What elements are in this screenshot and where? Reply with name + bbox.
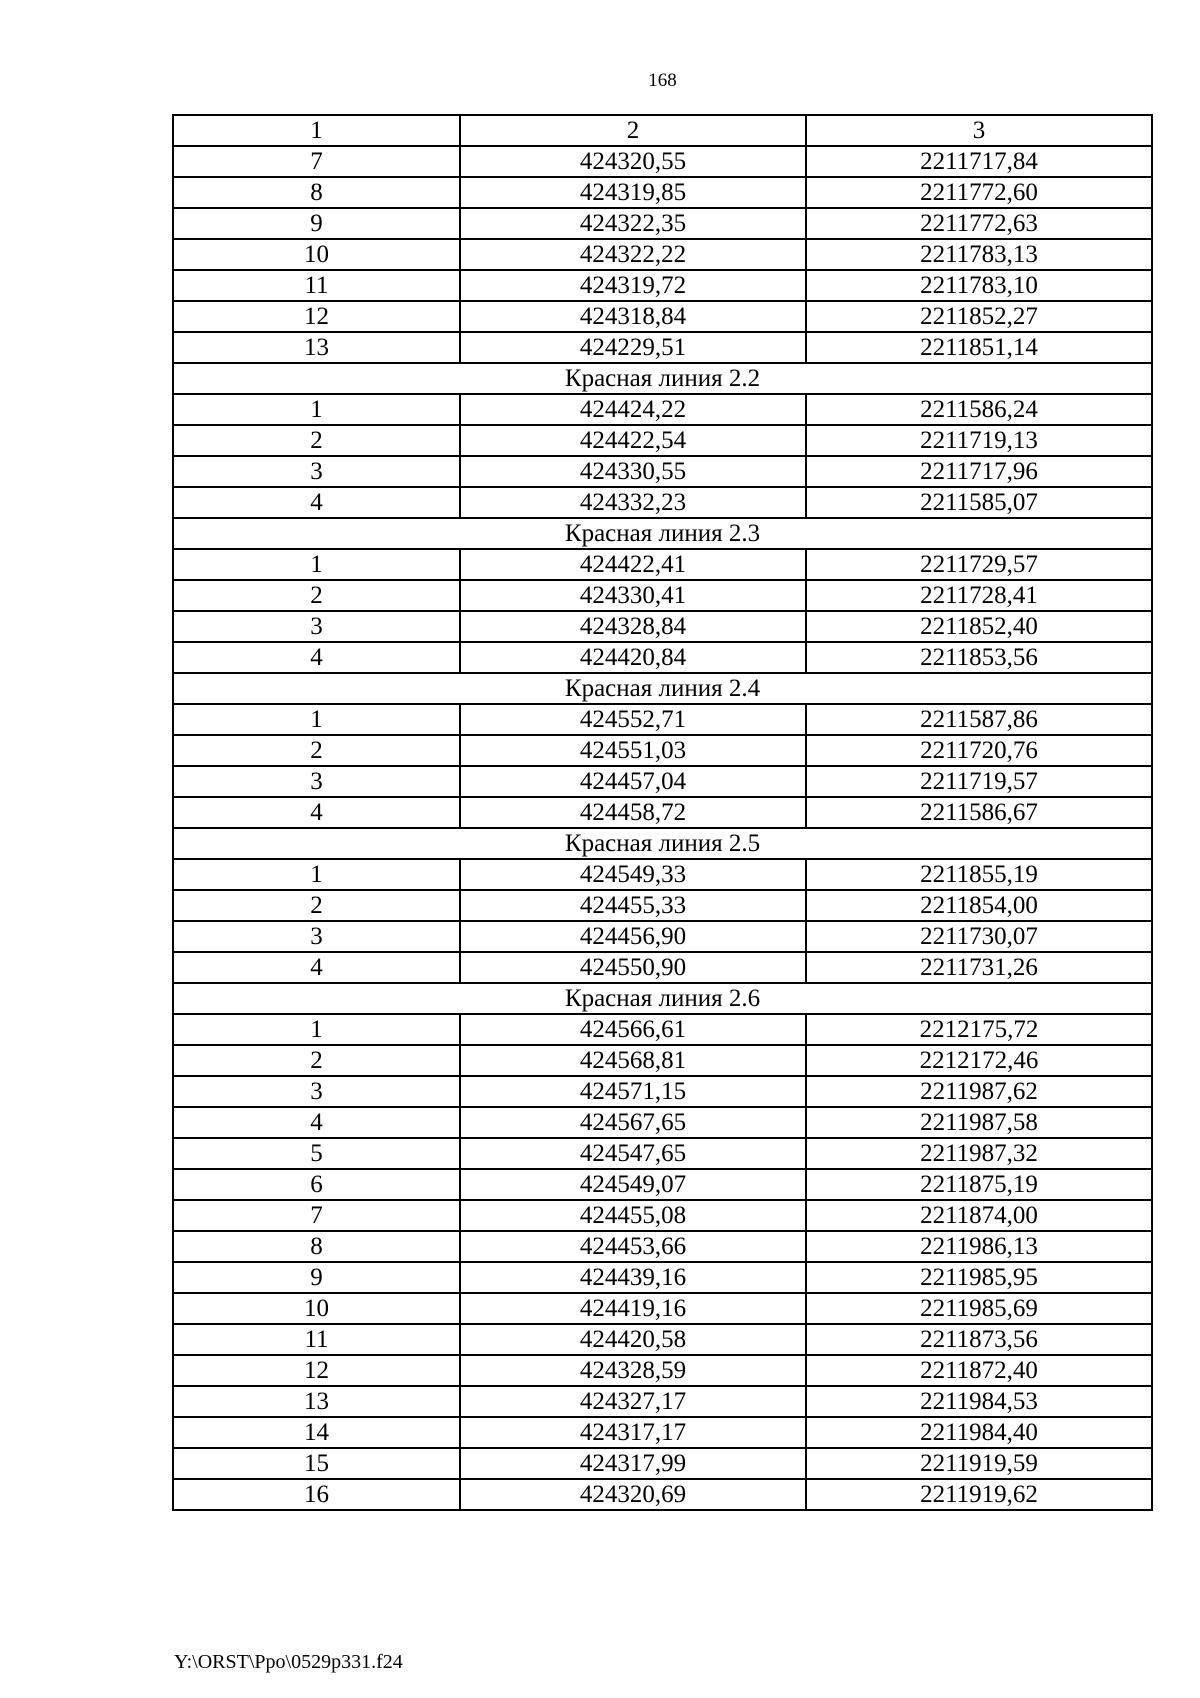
point-number-cell: 12 bbox=[173, 301, 460, 332]
table-row bbox=[173, 1448, 1152, 1479]
x-coordinate-cell: 424568,81 bbox=[460, 1045, 806, 1076]
table-row bbox=[173, 456, 1152, 487]
y-coordinate-cell: 2211719,13 bbox=[806, 425, 1152, 456]
table-row bbox=[173, 270, 1152, 301]
point-number-cell: 9 bbox=[173, 1262, 460, 1293]
x-coordinate-cell: 424547,65 bbox=[460, 1138, 806, 1169]
table-row bbox=[173, 1479, 1152, 1510]
table-row bbox=[173, 1386, 1152, 1417]
point-number-cell: 3 bbox=[173, 1076, 460, 1107]
table-row bbox=[173, 797, 1152, 828]
table-row bbox=[173, 1231, 1152, 1262]
y-coordinate-cell: 2211731,26 bbox=[806, 952, 1152, 983]
y-coordinate-cell: 2211875,19 bbox=[806, 1169, 1152, 1200]
x-coordinate-cell: 424318,84 bbox=[460, 301, 806, 332]
x-coordinate-cell: 424317,17 bbox=[460, 1417, 806, 1448]
y-coordinate-cell: 2211919,62 bbox=[806, 1479, 1152, 1510]
x-coordinate-cell: 424229,51 bbox=[460, 332, 806, 363]
page-number: 168 bbox=[648, 70, 677, 91]
table-header-row bbox=[173, 115, 1152, 146]
x-coordinate-cell: 424322,22 bbox=[460, 239, 806, 270]
y-coordinate-cell: 2211873,56 bbox=[806, 1324, 1152, 1355]
table-row bbox=[173, 146, 1152, 177]
section-title: Красная линия 2.5 bbox=[173, 828, 1152, 859]
table-row bbox=[173, 642, 1152, 673]
point-number-cell: 3 bbox=[173, 766, 460, 797]
section-title-row bbox=[173, 673, 1152, 704]
y-coordinate-cell: 2211987,58 bbox=[806, 1107, 1152, 1138]
point-number-cell: 1 bbox=[173, 704, 460, 735]
point-number-cell: 4 bbox=[173, 952, 460, 983]
table-row bbox=[173, 549, 1152, 580]
point-number-cell: 7 bbox=[173, 1200, 460, 1231]
x-coordinate-cell: 424549,07 bbox=[460, 1169, 806, 1200]
point-number-cell: 3 bbox=[173, 611, 460, 642]
x-coordinate-cell: 424458,72 bbox=[460, 797, 806, 828]
y-coordinate-cell: 2212175,72 bbox=[806, 1014, 1152, 1045]
y-coordinate-cell: 2211717,84 bbox=[806, 146, 1152, 177]
table-row bbox=[173, 239, 1152, 270]
x-coordinate-cell: 424455,33 bbox=[460, 890, 806, 921]
table-row bbox=[173, 952, 1152, 983]
table-row bbox=[173, 1355, 1152, 1386]
point-number-cell: 2 bbox=[173, 580, 460, 611]
x-coordinate-cell: 424319,72 bbox=[460, 270, 806, 301]
column-header-number: 1 bbox=[173, 115, 460, 146]
x-coordinate-cell: 424439,16 bbox=[460, 1262, 806, 1293]
x-coordinate-cell: 424422,41 bbox=[460, 549, 806, 580]
table-row bbox=[173, 1262, 1152, 1293]
x-coordinate-cell: 424571,15 bbox=[460, 1076, 806, 1107]
x-coordinate-cell: 424420,58 bbox=[460, 1324, 806, 1355]
y-coordinate-cell: 2211851,14 bbox=[806, 332, 1152, 363]
point-number-cell: 13 bbox=[173, 332, 460, 363]
table-row bbox=[173, 208, 1152, 239]
table-row bbox=[173, 580, 1152, 611]
y-coordinate-cell: 2211987,62 bbox=[806, 1076, 1152, 1107]
section-title: Красная линия 2.6 bbox=[173, 983, 1152, 1014]
y-coordinate-cell: 2211729,57 bbox=[806, 549, 1152, 580]
point-number-cell: 8 bbox=[173, 177, 460, 208]
y-coordinate-cell: 2211985,69 bbox=[806, 1293, 1152, 1324]
point-number-cell: 4 bbox=[173, 1107, 460, 1138]
table-row bbox=[173, 301, 1152, 332]
point-number-cell: 4 bbox=[173, 797, 460, 828]
section-title-row bbox=[173, 983, 1152, 1014]
x-coordinate-cell: 424457,04 bbox=[460, 766, 806, 797]
x-coordinate-cell: 424317,99 bbox=[460, 1448, 806, 1479]
point-number-cell: 8 bbox=[173, 1231, 460, 1262]
y-coordinate-cell: 2211717,96 bbox=[806, 456, 1152, 487]
x-coordinate-cell: 424328,84 bbox=[460, 611, 806, 642]
y-coordinate-cell: 2211585,07 bbox=[806, 487, 1152, 518]
x-coordinate-cell: 424419,16 bbox=[460, 1293, 806, 1324]
x-coordinate-cell: 424328,59 bbox=[460, 1355, 806, 1386]
x-coordinate-cell: 424550,90 bbox=[460, 952, 806, 983]
point-number-cell: 1 bbox=[173, 1014, 460, 1045]
table-row bbox=[173, 1076, 1152, 1107]
y-coordinate-cell: 2211854,00 bbox=[806, 890, 1152, 921]
table-row bbox=[173, 1045, 1152, 1076]
point-number-cell: 1 bbox=[173, 394, 460, 425]
section-title-row bbox=[173, 828, 1152, 859]
x-coordinate-cell: 424332,23 bbox=[460, 487, 806, 518]
x-coordinate-cell: 424549,33 bbox=[460, 859, 806, 890]
coordinates-table bbox=[172, 114, 1153, 1511]
y-coordinate-cell: 2211852,27 bbox=[806, 301, 1152, 332]
table-row bbox=[173, 1138, 1152, 1169]
y-coordinate-cell: 2211772,63 bbox=[806, 208, 1152, 239]
point-number-cell: 11 bbox=[173, 270, 460, 301]
table-row bbox=[173, 1014, 1152, 1045]
x-coordinate-cell: 424319,85 bbox=[460, 177, 806, 208]
table-row bbox=[173, 704, 1152, 735]
y-coordinate-cell: 2211985,95 bbox=[806, 1262, 1152, 1293]
section-title: Красная линия 2.2 bbox=[173, 363, 1152, 394]
point-number-cell: 3 bbox=[173, 456, 460, 487]
point-number-cell: 10 bbox=[173, 239, 460, 270]
table-row bbox=[173, 1293, 1152, 1324]
table-row bbox=[173, 425, 1152, 456]
x-coordinate-cell: 424327,17 bbox=[460, 1386, 806, 1417]
x-coordinate-cell: 424330,41 bbox=[460, 580, 806, 611]
x-coordinate-cell: 424320,55 bbox=[460, 146, 806, 177]
y-coordinate-cell: 2211586,67 bbox=[806, 797, 1152, 828]
y-coordinate-cell: 2211852,40 bbox=[806, 611, 1152, 642]
y-coordinate-cell: 2211730,07 bbox=[806, 921, 1152, 952]
y-coordinate-cell: 2211719,57 bbox=[806, 766, 1152, 797]
x-coordinate-cell: 424422,54 bbox=[460, 425, 806, 456]
y-coordinate-cell: 2211855,19 bbox=[806, 859, 1152, 890]
table-row bbox=[173, 177, 1152, 208]
table-row bbox=[173, 611, 1152, 642]
section-title-row bbox=[173, 518, 1152, 549]
point-number-cell: 16 bbox=[173, 1479, 460, 1510]
coordinates-table-body bbox=[173, 115, 1152, 1510]
point-number-cell: 2 bbox=[173, 890, 460, 921]
y-coordinate-cell: 2211872,40 bbox=[806, 1355, 1152, 1386]
table-row bbox=[173, 921, 1152, 952]
point-number-cell: 10 bbox=[173, 1293, 460, 1324]
y-coordinate-cell: 2211984,53 bbox=[806, 1386, 1152, 1417]
table-row bbox=[173, 1107, 1152, 1138]
y-coordinate-cell: 2211587,86 bbox=[806, 704, 1152, 735]
point-number-cell: 13 bbox=[173, 1386, 460, 1417]
point-number-cell: 14 bbox=[173, 1417, 460, 1448]
y-coordinate-cell: 2211783,10 bbox=[806, 270, 1152, 301]
x-coordinate-cell: 424567,65 bbox=[460, 1107, 806, 1138]
x-coordinate-cell: 424322,35 bbox=[460, 208, 806, 239]
table-row bbox=[173, 766, 1152, 797]
x-coordinate-cell: 424424,22 bbox=[460, 394, 806, 425]
table-row bbox=[173, 1169, 1152, 1200]
point-number-cell: 6 bbox=[173, 1169, 460, 1200]
point-number-cell: 2 bbox=[173, 1045, 460, 1076]
point-number-cell: 5 bbox=[173, 1138, 460, 1169]
table-row bbox=[173, 1200, 1152, 1231]
point-number-cell: 3 bbox=[173, 921, 460, 952]
x-coordinate-cell: 424566,61 bbox=[460, 1014, 806, 1045]
table-row bbox=[173, 859, 1152, 890]
section-title: Красная линия 2.4 bbox=[173, 673, 1152, 704]
point-number-cell: 11 bbox=[173, 1324, 460, 1355]
column-header-x: 2 bbox=[460, 115, 806, 146]
point-number-cell: 7 bbox=[173, 146, 460, 177]
point-number-cell: 1 bbox=[173, 549, 460, 580]
point-number-cell: 1 bbox=[173, 859, 460, 890]
y-coordinate-cell: 2211853,56 bbox=[806, 642, 1152, 673]
y-coordinate-cell: 2211984,40 bbox=[806, 1417, 1152, 1448]
point-number-cell: 9 bbox=[173, 208, 460, 239]
table-row bbox=[173, 1324, 1152, 1355]
section-title-row bbox=[173, 363, 1152, 394]
table-row bbox=[173, 890, 1152, 921]
y-coordinate-cell: 2211728,41 bbox=[806, 580, 1152, 611]
x-coordinate-cell: 424420,84 bbox=[460, 642, 806, 673]
footer-file-path: Y:\ORST\Ppo\0529p331.f24 bbox=[174, 1651, 403, 1673]
y-coordinate-cell: 2212172,46 bbox=[806, 1045, 1152, 1076]
point-number-cell: 12 bbox=[173, 1355, 460, 1386]
point-number-cell: 4 bbox=[173, 642, 460, 673]
y-coordinate-cell: 2211919,59 bbox=[806, 1448, 1152, 1479]
x-coordinate-cell: 424552,71 bbox=[460, 704, 806, 735]
x-coordinate-cell: 424456,90 bbox=[460, 921, 806, 952]
point-number-cell: 4 bbox=[173, 487, 460, 518]
y-coordinate-cell: 2211586,24 bbox=[806, 394, 1152, 425]
x-coordinate-cell: 424453,66 bbox=[460, 1231, 806, 1262]
table-row bbox=[173, 487, 1152, 518]
table-row bbox=[173, 1417, 1152, 1448]
y-coordinate-cell: 2211987,32 bbox=[806, 1138, 1152, 1169]
point-number-cell: 2 bbox=[173, 735, 460, 766]
point-number-cell: 15 bbox=[173, 1448, 460, 1479]
table-row bbox=[173, 394, 1152, 425]
table-row bbox=[173, 332, 1152, 363]
table-row bbox=[173, 735, 1152, 766]
y-coordinate-cell: 2211874,00 bbox=[806, 1200, 1152, 1231]
column-header-y: 3 bbox=[806, 115, 1152, 146]
x-coordinate-cell: 424551,03 bbox=[460, 735, 806, 766]
x-coordinate-cell: 424455,08 bbox=[460, 1200, 806, 1231]
y-coordinate-cell: 2211986,13 bbox=[806, 1231, 1152, 1262]
y-coordinate-cell: 2211720,76 bbox=[806, 735, 1152, 766]
x-coordinate-cell: 424330,55 bbox=[460, 456, 806, 487]
point-number-cell: 2 bbox=[173, 425, 460, 456]
y-coordinate-cell: 2211783,13 bbox=[806, 239, 1152, 270]
section-title: Красная линия 2.3 bbox=[173, 518, 1152, 549]
y-coordinate-cell: 2211772,60 bbox=[806, 177, 1152, 208]
x-coordinate-cell: 424320,69 bbox=[460, 1479, 806, 1510]
